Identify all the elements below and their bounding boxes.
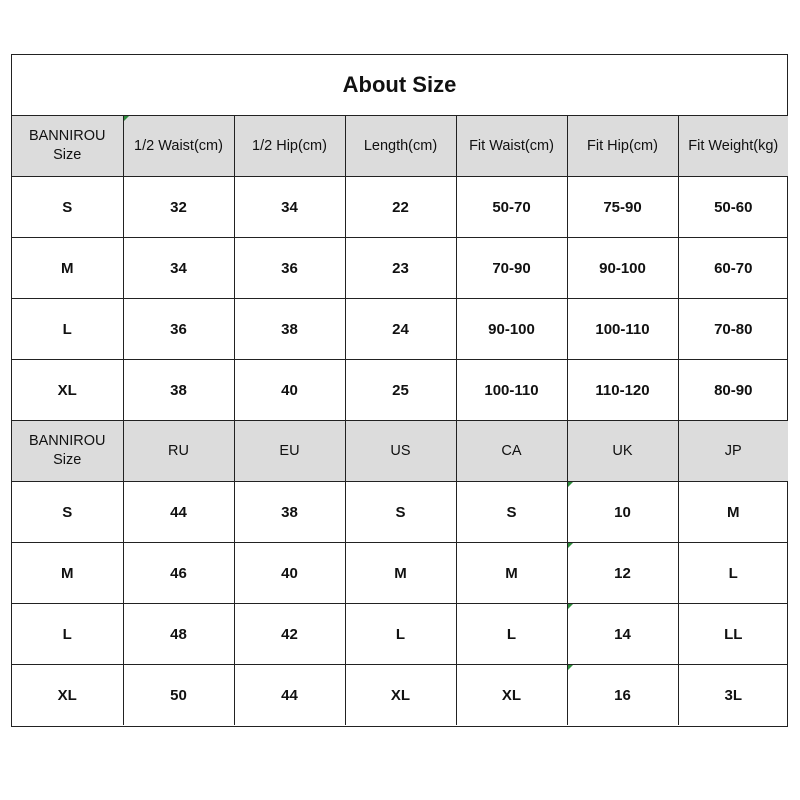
- column-header: [345, 421, 456, 482]
- table-cell: [567, 665, 678, 726]
- table-cell: [456, 299, 567, 360]
- column-header: [567, 421, 678, 482]
- table-cell: [234, 665, 345, 726]
- table-cell: [12, 299, 123, 360]
- measurements-header-row: [12, 116, 788, 177]
- chart-title: About Size: [12, 55, 787, 116]
- cell-value: 60-70: [714, 259, 753, 277]
- table-cell: [456, 665, 567, 726]
- cell-value: 80-90: [714, 381, 753, 399]
- table-cell: [678, 177, 788, 238]
- cell-value: 90-100: [599, 259, 646, 277]
- header-label: 1/2 Waist(cm): [134, 137, 223, 154]
- column-header: [456, 116, 567, 177]
- size-chart: [11, 54, 788, 727]
- table-cell: [567, 299, 678, 360]
- cell-value: 34: [170, 259, 187, 277]
- table-cell: [12, 665, 123, 726]
- table-cell: [123, 665, 234, 726]
- cell-value: 23: [392, 259, 409, 277]
- cell-value: 22: [392, 198, 409, 216]
- cell-value: 38: [281, 320, 298, 338]
- cell-value: 14: [614, 625, 631, 643]
- header-label: 1/2 Hip(cm): [252, 137, 327, 154]
- cell-value: 12: [614, 564, 631, 582]
- cell-value: 70-90: [492, 259, 531, 277]
- column-header: [123, 116, 234, 177]
- table-cell: [567, 360, 678, 421]
- cell-value: 42: [281, 625, 298, 643]
- table-row: [12, 177, 788, 238]
- cell-value: 90-100: [488, 320, 535, 338]
- cell-value: S: [506, 503, 517, 521]
- column-header: [234, 116, 345, 177]
- column-header: [12, 116, 123, 177]
- table-cell: [234, 482, 345, 543]
- cell-value: S: [395, 503, 406, 521]
- column-header: [456, 421, 567, 482]
- cell-value: M: [61, 564, 74, 582]
- header-label: BANNIROU Size: [28, 128, 106, 163]
- table-cell: [234, 543, 345, 604]
- cell-value: 100-110: [484, 381, 539, 399]
- table-cell: [123, 177, 234, 238]
- column-header: [345, 116, 456, 177]
- table-cell: [234, 299, 345, 360]
- cell-value: 36: [170, 320, 187, 338]
- table-row: [12, 299, 788, 360]
- table-cell: [345, 238, 456, 299]
- table-cell: [12, 482, 123, 543]
- conversion-header-row: [12, 421, 788, 482]
- column-header: [567, 116, 678, 177]
- cell-value: M: [394, 564, 407, 582]
- table-row: [12, 482, 788, 543]
- table-row: [12, 665, 788, 726]
- table-row: [12, 543, 788, 604]
- cell-value: L: [62, 320, 72, 338]
- cell-marker: [568, 543, 573, 548]
- header-label: RU: [168, 442, 189, 459]
- cell-value: 44: [170, 503, 187, 521]
- header-label: Fit Hip(cm): [587, 137, 658, 154]
- cell-value: 46: [170, 564, 187, 582]
- header-label: EU: [279, 442, 300, 459]
- table-cell: [567, 238, 678, 299]
- cell-value: S: [62, 198, 73, 216]
- table-cell: [345, 299, 456, 360]
- cell-value: 50-70: [492, 198, 531, 216]
- table-cell: [456, 604, 567, 665]
- cell-value: 100-110: [595, 320, 650, 338]
- table-cell: [678, 299, 788, 360]
- table-cell: [123, 543, 234, 604]
- cell-value: 48: [170, 625, 187, 643]
- cell-value: XL: [57, 381, 77, 399]
- header-label: US: [390, 442, 411, 459]
- table-cell: [456, 177, 567, 238]
- table-cell: [345, 543, 456, 604]
- table-cell: [456, 543, 567, 604]
- cell-value: L: [395, 625, 406, 643]
- cell-value: 36: [281, 259, 298, 277]
- table-cell: [345, 665, 456, 726]
- cell-value: 34: [281, 198, 298, 216]
- table-cell: [123, 299, 234, 360]
- table-row: [12, 238, 788, 299]
- size-table: [12, 116, 788, 725]
- table-cell: [456, 482, 567, 543]
- table-cell: [678, 665, 788, 726]
- cell-value: L: [506, 625, 517, 643]
- table-cell: [678, 238, 788, 299]
- cell-value: M: [61, 259, 74, 277]
- table-cell: [123, 238, 234, 299]
- table-cell: [678, 482, 788, 543]
- table-cell: [567, 543, 678, 604]
- table-cell: [345, 482, 456, 543]
- cell-marker: [568, 482, 573, 487]
- cell-value: 44: [281, 686, 298, 704]
- table-cell: [567, 177, 678, 238]
- table-cell: [12, 238, 123, 299]
- table-cell: [12, 543, 123, 604]
- table-cell: [678, 360, 788, 421]
- cell-value: S: [62, 503, 73, 521]
- table-cell: [234, 604, 345, 665]
- cell-value: M: [727, 503, 740, 521]
- column-header: [234, 421, 345, 482]
- table-cell: [567, 482, 678, 543]
- cell-marker: [568, 665, 573, 670]
- column-header: [123, 421, 234, 482]
- cell-value: 24: [392, 320, 409, 338]
- table-row: [12, 604, 788, 665]
- cell-value: 110-120: [595, 381, 650, 399]
- cell-value: 16: [614, 686, 631, 704]
- cell-value: 40: [281, 564, 298, 582]
- cell-value: 40: [281, 381, 298, 399]
- table-cell: [678, 604, 788, 665]
- table-cell: [123, 360, 234, 421]
- cell-value: 38: [281, 503, 298, 521]
- header-label: UK: [612, 442, 633, 459]
- cell-value: LL: [724, 625, 743, 643]
- table-cell: [234, 238, 345, 299]
- header-label: BANNIROU Size: [28, 433, 106, 468]
- cell-value: 75-90: [603, 198, 642, 216]
- cell-value: 50-60: [714, 198, 753, 216]
- header-label: Fit Waist(cm): [469, 137, 554, 154]
- cell-value: XL: [57, 686, 77, 704]
- cell-value: 25: [392, 381, 409, 399]
- table-cell: [12, 604, 123, 665]
- cell-value: 32: [170, 198, 187, 216]
- table-cell: [345, 360, 456, 421]
- header-label: CA: [501, 442, 522, 459]
- cell-value: L: [728, 564, 738, 582]
- table-cell: [12, 360, 123, 421]
- cell-value: M: [505, 564, 518, 582]
- cell-value: 38: [170, 381, 187, 399]
- cell-value: 50: [170, 686, 187, 704]
- table-cell: [234, 177, 345, 238]
- cell-value: 3L: [724, 686, 742, 704]
- table-row: [12, 360, 788, 421]
- column-header: [678, 421, 788, 482]
- cell-value: XL: [501, 686, 522, 704]
- cell-marker: [124, 116, 129, 121]
- table-cell: [123, 482, 234, 543]
- cell-value: 70-80: [714, 320, 753, 338]
- table-cell: [567, 604, 678, 665]
- table-cell: [456, 238, 567, 299]
- table-cell: [12, 177, 123, 238]
- table-cell: [456, 360, 567, 421]
- header-label: JP: [724, 442, 742, 459]
- table-cell: [345, 177, 456, 238]
- table-cell: [234, 360, 345, 421]
- header-label: Fit Weight(kg): [688, 137, 779, 154]
- column-header: [678, 116, 788, 177]
- cell-marker: [568, 604, 573, 609]
- cell-value: XL: [390, 686, 411, 704]
- table-cell: [345, 604, 456, 665]
- column-header: [12, 421, 123, 482]
- cell-value: L: [62, 625, 72, 643]
- cell-value: 10: [614, 503, 631, 521]
- table-cell: [123, 604, 234, 665]
- header-label: Length(cm): [363, 137, 438, 154]
- table-cell: [678, 543, 788, 604]
